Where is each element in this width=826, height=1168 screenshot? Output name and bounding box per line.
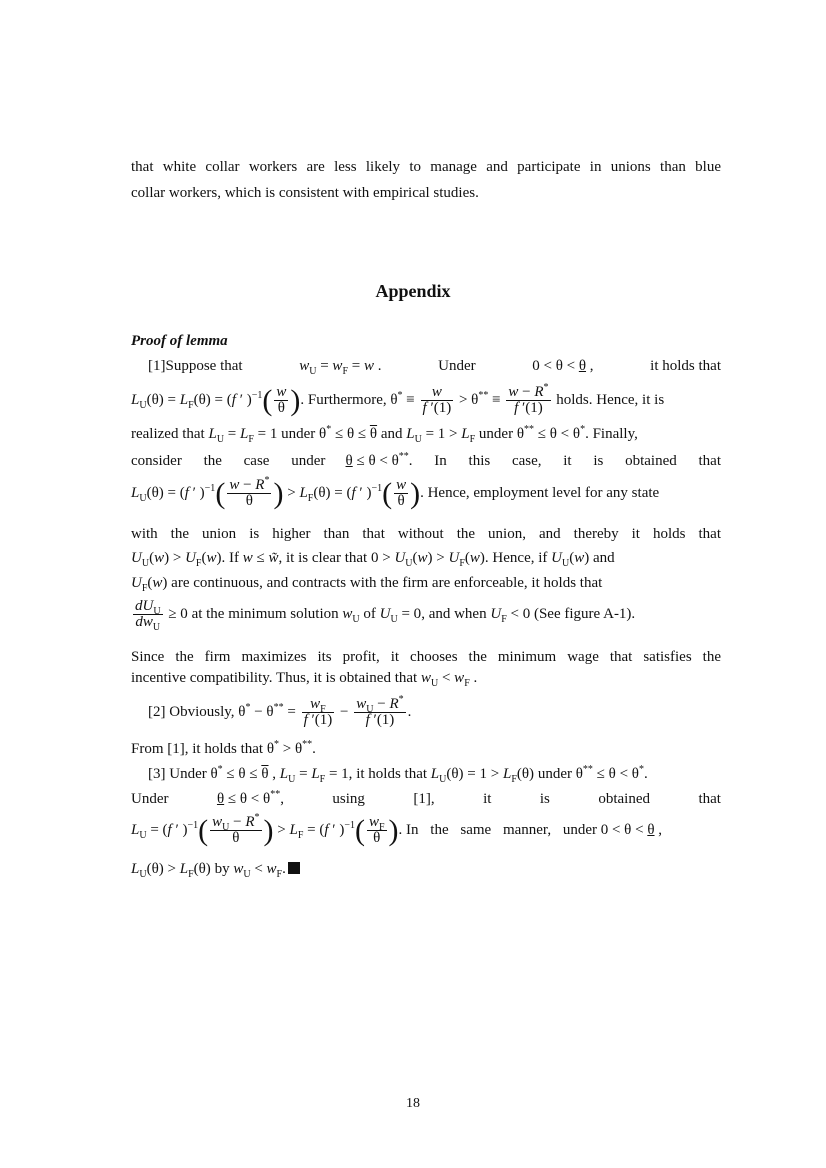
- proof-text: , and when: [421, 606, 487, 622]
- proof-text: [3] Under: [148, 766, 207, 782]
- proof-text: (See figure A-1).: [533, 606, 636, 622]
- proof-text: . In this case, it is obtained that: [408, 453, 721, 469]
- proof-text: that: [698, 791, 721, 807]
- proof-text: Furthermore,: [307, 392, 387, 408]
- proof-text: realized that: [131, 426, 205, 442]
- proof-text: Under: [131, 791, 169, 807]
- proof-line-11: incentive compatibility. Thus, it is obtained that $w_U < w_F$ .: [131, 670, 478, 689]
- proof-text: under: [537, 766, 572, 782]
- proof-line-2: $L_U(\theta) = L_F(\theta) = (f$ ′ )$^{-1}$( $\frac{w}{\theta}$ ). Furthermore, θ* ≡ $\frac{w}{f '(1)}$ > θ** ≡ $\frac{w - R^*}{f '(1)}$ holds. Hence, it is: [131, 382, 665, 417]
- proof-line-9: $\frac{dU_U}{dw_U}$ ≥ 0 at the minimum solution $w_U$ of $U_U = 0$, and when $U_F < 0$ (See figure A-1).: [135, 598, 636, 634]
- proof-line-17: $L_U(\theta) > L_F(\theta)$ by $w_U < w_F$.: [131, 860, 721, 878]
- proof-text: at the minimum solution: [191, 606, 339, 622]
- proof-text: incentive compatibility. Thus, it is obtained that: [131, 670, 418, 686]
- proof-text: . Finally,: [585, 426, 638, 442]
- proof-line-6: with the union is higher than that without the union, and thereby it holds that: [131, 526, 721, 542]
- proof-text: it holds that: [650, 358, 721, 374]
- proof-text: [2] Obviously,: [148, 704, 235, 720]
- proof-line-7: $U_U(w) > U_F(w)$. If w ≤ w̃, it is clear that $0 > U_U(w) > U_F(w)$. Hence, if $U_U(w)$ and: [131, 550, 615, 569]
- proof-text: . Hence, if: [484, 550, 548, 566]
- proof-line-8: $U_F(w)$ are continuous, and contracts with the firm are enforceable, it holds that: [131, 575, 603, 594]
- proof-line-10: Since the firm maximizes its profit, it chooses the minimum wage that satisfies the: [131, 649, 721, 665]
- proof-line-15: [131, 790, 721, 808]
- proof-text: by: [214, 861, 230, 877]
- math: 0 < θ < θ ,: [532, 358, 594, 374]
- page-number: 18: [406, 1096, 420, 1111]
- proof-line-3: realized that $L_U = L_F = 1$ under $\theta^* \le \theta \le \overline{\theta}$ and $L_U = 1 > L_F$ under θ** ≤ θ < θ*. Finally,: [131, 424, 638, 445]
- intro-line-1: that white collar workers are less likely to manage and participate in unions than blue: [131, 159, 721, 175]
- proof-line-14: [3] Under $\theta^* \le \theta \le \overline{\theta}$ , $L_U = L_F = 1$, it holds that $L_U(\theta) = 1 > L_F(\theta)$ under θ** ≤ θ < θ*.: [131, 765, 721, 783]
- proof-text: under: [478, 426, 514, 442]
- qed-square-icon: [288, 862, 300, 874]
- proof-text: [1],: [413, 791, 435, 807]
- proof-text: it holds that: [356, 766, 428, 782]
- proof-text: . If: [221, 550, 239, 566]
- proof-text: is: [539, 791, 550, 807]
- proof-text: and: [592, 550, 615, 566]
- proof-text: , it is clear that: [278, 550, 368, 566]
- proof-text: In the same manner, under: [406, 822, 597, 838]
- proof-text: are continuous, and contracts with the firm are enforceable, it holds that: [171, 575, 603, 591]
- proof-subheading: Proof of lemma: [131, 333, 228, 349]
- proof-text: using: [332, 791, 365, 807]
- appendix-title: Appendix: [375, 281, 451, 301]
- proof-line-4: [131, 452, 721, 470]
- proof-text: Hence, employment level for any state: [427, 485, 660, 501]
- math: $w_U = w_F = w$ .: [299, 358, 382, 377]
- intro-line-2: collar workers, which is consistent with empirical studies.: [131, 185, 479, 201]
- proof-text: holds. Hence, it is: [556, 392, 665, 408]
- proof-line-5: $L_U(\theta) = (f$ ′ )$^{-1}$( $\frac{w - R^*}{\theta}$ ) > $L_F(\theta) = (f$ ′ )$^{-1}$( $\frac{w}{\theta}$ ). Hence, employment level for any state: [131, 475, 660, 510]
- math: θ ≤ θ < θ**,: [216, 789, 284, 807]
- proof-text: consider the case under: [131, 453, 326, 469]
- proof-line-13: From [1], it holds that θ* > θ**.: [131, 739, 316, 757]
- proof-text: [1]Suppose that: [148, 358, 243, 374]
- proof-text: and: [380, 426, 403, 442]
- proof-text: obtained: [598, 791, 650, 807]
- proof-line-16: $L_U = (f$ ′ )$^{-1}$( $\frac{w_U - R^*}{\theta}$ ) > $L_F = (f$ ′ )$^{-1}$( $\frac{w_F}{\theta}$ ). In the same manner, under 0 < θ < θ ,: [131, 812, 663, 847]
- proof-line-12: [2] Obviously, θ* − θ** = $\frac{w_F}{f '(1)}$ − $\frac{w_U - R^*}{f '(1)}$ .: [131, 692, 721, 732]
- proof-text: of: [363, 606, 376, 622]
- proof-text: it: [483, 791, 492, 807]
- proof-text: under: [281, 426, 316, 442]
- proof-text: From [1], it holds that: [131, 741, 264, 757]
- proof-line-1: [131, 357, 721, 375]
- math: θ ≤ θ < θ**. In this case, it is obtained that: [345, 451, 721, 469]
- proof-text: Under: [438, 358, 476, 374]
